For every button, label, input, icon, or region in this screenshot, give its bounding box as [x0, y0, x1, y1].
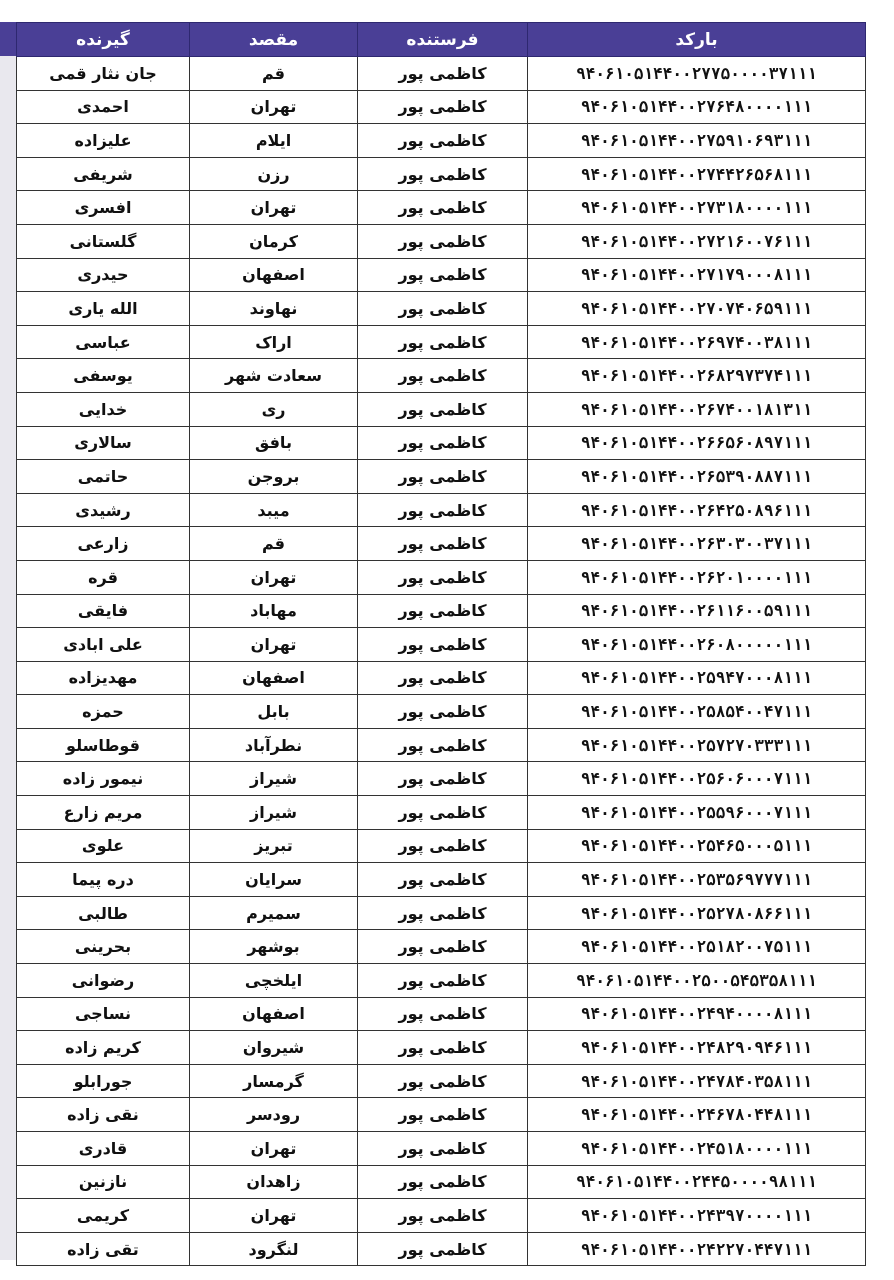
recipient-cell: گلستانی: [17, 224, 190, 258]
sender-cell: کاظمی پور: [358, 628, 528, 662]
barcode-cell: ۹۴۰۶۱۰۵۱۴۴۰۰۲۷۶۴۸۰۰۰۰۱۱۱: [528, 90, 866, 124]
destination-cell: قم: [190, 57, 358, 91]
recipient-cell: رضوانی: [17, 964, 190, 998]
table-row: [17, 325, 866, 359]
sender-cell: کاظمی پور: [358, 124, 528, 158]
destination-cell: اصفهان: [190, 997, 358, 1031]
destination-cell: تبریز: [190, 829, 358, 863]
destination-cell: زاهدان: [190, 1165, 358, 1199]
barcode-cell: ۹۴۰۶۱۰۵۱۴۴۰۰۲۵۹۴۷۰۰۰۸۱۱۱: [528, 661, 866, 695]
destination-cell: رودسر: [190, 1098, 358, 1132]
recipient-cell: حمزه: [17, 695, 190, 729]
destination-cell: اراک: [190, 325, 358, 359]
barcode-cell: ۹۴۰۶۱۰۵۱۴۴۰۰۲۴۷۸۴۰۳۵۸۱۱۱: [528, 1064, 866, 1098]
table-row: [17, 1064, 866, 1098]
recipient-cell: افسری: [17, 191, 190, 225]
recipient-cell: دره پیما: [17, 863, 190, 897]
recipient-cell: نساجی: [17, 997, 190, 1031]
left-margin-strip: [0, 22, 16, 1260]
barcode-cell: ۹۴۰۶۱۰۵۱۴۴۰۰۲۶۰۸۰۰۰۰۰۱۱۱: [528, 628, 866, 662]
destination-cell: اصفهان: [190, 661, 358, 695]
sender-cell: کاظمی پور: [358, 964, 528, 998]
barcode-cell: ۹۴۰۶۱۰۵۱۴۴۰۰۲۴۵۱۸۰۰۰۰۱۱۱: [528, 1132, 866, 1166]
table-row: [17, 258, 866, 292]
barcode-cell: ۹۴۰۶۱۰۵۱۴۴۰۰۲۴۲۲۷۰۴۴۷۱۱۱: [528, 1232, 866, 1266]
sender-cell: کاظمی پور: [358, 997, 528, 1031]
destination-cell: شیروان: [190, 1031, 358, 1065]
sender-cell: کاظمی پور: [358, 930, 528, 964]
destination-cell: سعادت شهر: [190, 359, 358, 393]
table-row: [17, 460, 866, 494]
barcode-cell: ۹۴۰۶۱۰۵۱۴۴۰۰۲۴۶۷۸۰۴۴۸۱۱۱: [528, 1098, 866, 1132]
barcode-cell: ۹۴۰۶۱۰۵۱۴۴۰۰۲۵۷۲۷۰۳۳۳۱۱۱: [528, 728, 866, 762]
recipient-cell: حاتمی: [17, 460, 190, 494]
sender-cell: کاظمی پور: [358, 325, 528, 359]
table-row: [17, 896, 866, 930]
sender-cell: کاظمی پور: [358, 460, 528, 494]
destination-cell: نهاوند: [190, 292, 358, 326]
table-row: [17, 829, 866, 863]
table-row: [17, 1098, 866, 1132]
sender-cell: کاظمی پور: [358, 829, 528, 863]
barcode-cell: ۹۴۰۶۱۰۵۱۴۴۰۰۲۵۴۶۵۰۰۰۵۱۱۱: [528, 829, 866, 863]
destination-cell: شیراز: [190, 796, 358, 830]
destination-cell: تهران: [190, 1132, 358, 1166]
sender-cell: کاظمی پور: [358, 728, 528, 762]
destination-cell: رزن: [190, 157, 358, 191]
table-row: [17, 392, 866, 426]
header-barcode: بارکد: [528, 23, 866, 57]
table-row: [17, 426, 866, 460]
barcode-cell: ۹۴۰۶۱۰۵۱۴۴۰۰۲۶۶۵۶۰۸۹۷۱۱۱: [528, 426, 866, 460]
header-sender: فرستنده: [358, 23, 528, 57]
table-row: [17, 157, 866, 191]
destination-cell: گرمسار: [190, 1064, 358, 1098]
table-row: [17, 191, 866, 225]
table-row: [17, 964, 866, 998]
recipient-cell: مریم زارع: [17, 796, 190, 830]
recipient-cell: سالاری: [17, 426, 190, 460]
barcode-cell: ۹۴۰۶۱۰۵۱۴۴۰۰۲۶۸۲۹۷۳۷۴۱۱۱: [528, 359, 866, 393]
table-row: [17, 1031, 866, 1065]
barcode-cell: ۹۴۰۶۱۰۵۱۴۴۰۰۲۴۴۵۰۰۰۰۹۸۱۱۱: [528, 1165, 866, 1199]
recipient-cell: کریمی: [17, 1199, 190, 1233]
recipient-cell: علوی: [17, 829, 190, 863]
destination-cell: مهاباد: [190, 594, 358, 628]
recipient-cell: قوطاسلو: [17, 728, 190, 762]
recipient-cell: جان نثار قمی: [17, 57, 190, 91]
barcode-cell: ۹۴۰۶۱۰۵۱۴۴۰۰۲۴۳۹۷۰۰۰۰۱۱۱: [528, 1199, 866, 1233]
destination-cell: میبد: [190, 493, 358, 527]
recipient-cell: احمدی: [17, 90, 190, 124]
table-row: [17, 997, 866, 1031]
destination-cell: بافق: [190, 426, 358, 460]
sender-cell: کاظمی پور: [358, 1098, 528, 1132]
barcode-cell: ۹۴۰۶۱۰۵۱۴۴۰۰۲۵۸۵۴۰۰۴۷۱۱۱: [528, 695, 866, 729]
table-row: [17, 762, 866, 796]
sender-cell: کاظمی پور: [358, 796, 528, 830]
barcode-cell: ۹۴۰۶۱۰۵۱۴۴۰۰۲۷۲۱۶۰۰۷۶۱۱۱: [528, 224, 866, 258]
sender-cell: کاظمی پور: [358, 863, 528, 897]
sender-cell: کاظمی پور: [358, 661, 528, 695]
recipient-cell: نیمور زاده: [17, 762, 190, 796]
recipient-cell: فایقی: [17, 594, 190, 628]
destination-cell: ایلخچی: [190, 964, 358, 998]
sender-cell: کاظمی پور: [358, 896, 528, 930]
sender-cell: کاظمی پور: [358, 493, 528, 527]
barcode-cell: ۹۴۰۶۱۰۵۱۴۴۰۰۲۵۰۰۵۴۵۳۵۸۱۱۱: [528, 964, 866, 998]
destination-cell: تهران: [190, 191, 358, 225]
destination-cell: کرمان: [190, 224, 358, 258]
table-row: [17, 359, 866, 393]
sender-cell: کاظمی پور: [358, 594, 528, 628]
table-row: [17, 863, 866, 897]
table-row: [17, 661, 866, 695]
shipment-sheet: [16, 22, 865, 1266]
sender-cell: کاظمی پور: [358, 527, 528, 561]
barcode-cell: ۹۴۰۶۱۰۵۱۴۴۰۰۲۷۰۷۴۰۶۵۹۱۱۱: [528, 292, 866, 326]
sender-cell: کاظمی پور: [358, 762, 528, 796]
table-row: [17, 224, 866, 258]
table-row: [17, 695, 866, 729]
barcode-cell: ۹۴۰۶۱۰۵۱۴۴۰۰۲۵۳۵۶۹۷۷۷۱۱۱: [528, 863, 866, 897]
destination-cell: تهران: [190, 90, 358, 124]
barcode-cell: ۹۴۰۶۱۰۵۱۴۴۰۰۲۷۳۱۸۰۰۰۰۱۱۱: [528, 191, 866, 225]
recipient-cell: شریفی: [17, 157, 190, 191]
recipient-cell: زارعی: [17, 527, 190, 561]
barcode-cell: ۹۴۰۶۱۰۵۱۴۴۰۰۲۵۱۸۲۰۰۷۵۱۱۱: [528, 930, 866, 964]
barcode-cell: ۹۴۰۶۱۰۵۱۴۴۰۰۲۶۳۰۳۰۰۳۷۱۱۱: [528, 527, 866, 561]
recipient-cell: قره: [17, 560, 190, 594]
table-header-row: [17, 23, 866, 57]
barcode-cell: ۹۴۰۶۱۰۵۱۴۴۰۰۲۷۱۷۹۰۰۰۸۱۱۱: [528, 258, 866, 292]
table-row: [17, 560, 866, 594]
table-row: [17, 1232, 866, 1266]
sender-cell: کاظمی پور: [358, 258, 528, 292]
destination-cell: لنگرود: [190, 1232, 358, 1266]
recipient-cell: طالبی: [17, 896, 190, 930]
destination-cell: ایلام: [190, 124, 358, 158]
sender-cell: کاظمی پور: [358, 1064, 528, 1098]
barcode-cell: ۹۴۰۶۱۰۵۱۴۴۰۰۲۵۲۷۸۰۸۶۶۱۱۱: [528, 896, 866, 930]
recipient-cell: حیدری: [17, 258, 190, 292]
barcode-cell: ۹۴۰۶۱۰۵۱۴۴۰۰۲۶۴۲۵۰۸۹۶۱۱۱: [528, 493, 866, 527]
table-row: [17, 90, 866, 124]
table-row: [17, 292, 866, 326]
recipient-cell: رشیدی: [17, 493, 190, 527]
table-row: [17, 493, 866, 527]
header-recipient: گیرنده: [17, 23, 190, 57]
destination-cell: نطرآباد: [190, 728, 358, 762]
recipient-cell: علی ابادی: [17, 628, 190, 662]
sender-cell: کاظمی پور: [358, 695, 528, 729]
barcode-cell: ۹۴۰۶۱۰۵۱۴۴۰۰۲۶۵۳۹۰۸۸۷۱۱۱: [528, 460, 866, 494]
barcode-cell: ۹۴۰۶۱۰۵۱۴۴۰۰۲۷۷۵۰۰۰۰۳۷۱۱۱: [528, 57, 866, 91]
sender-cell: کاظمی پور: [358, 1031, 528, 1065]
barcode-cell: ۹۴۰۶۱۰۵۱۴۴۰۰۲۷۴۴۲۶۵۶۸۱۱۱: [528, 157, 866, 191]
destination-cell: بوشهر: [190, 930, 358, 964]
destination-cell: تهران: [190, 560, 358, 594]
table-row: [17, 1199, 866, 1233]
table-row: [17, 628, 866, 662]
destination-cell: سمیرم: [190, 896, 358, 930]
recipient-cell: نازنین: [17, 1165, 190, 1199]
barcode-cell: ۹۴۰۶۱۰۵۱۴۴۰۰۲۴۸۲۹۰۹۴۶۱۱۱: [528, 1031, 866, 1065]
recipient-cell: تقی زاده: [17, 1232, 190, 1266]
table-row: [17, 930, 866, 964]
destination-cell: اصفهان: [190, 258, 358, 292]
sender-cell: کاظمی پور: [358, 57, 528, 91]
barcode-cell: ۹۴۰۶۱۰۵۱۴۴۰۰۲۵۶۰۶۰۰۰۷۱۱۱: [528, 762, 866, 796]
barcode-cell: ۹۴۰۶۱۰۵۱۴۴۰۰۲۶۲۰۱۰۰۰۰۱۱۱: [528, 560, 866, 594]
table-row: [17, 796, 866, 830]
recipient-cell: مهدیزاده: [17, 661, 190, 695]
recipient-cell: یوسفی: [17, 359, 190, 393]
sender-cell: کاظمی پور: [358, 1232, 528, 1266]
recipient-cell: نقی زاده: [17, 1098, 190, 1132]
barcode-cell: ۹۴۰۶۱۰۵۱۴۴۰۰۲۷۵۹۱۰۶۹۳۱۱۱: [528, 124, 866, 158]
barcode-cell: ۹۴۰۶۱۰۵۱۴۴۰۰۲۶۱۱۶۰۰۵۹۱۱۱: [528, 594, 866, 628]
sender-cell: کاظمی پور: [358, 191, 528, 225]
recipient-cell: عباسی: [17, 325, 190, 359]
table-row: [17, 1132, 866, 1166]
table-row: [17, 124, 866, 158]
sender-cell: کاظمی پور: [358, 1132, 528, 1166]
left-header-strip: [0, 22, 16, 56]
sender-cell: کاظمی پور: [358, 292, 528, 326]
shipment-table: [16, 22, 866, 1266]
sender-cell: کاظمی پور: [358, 224, 528, 258]
sender-cell: کاظمی پور: [358, 157, 528, 191]
recipient-cell: علیزاده: [17, 124, 190, 158]
table-row: [17, 57, 866, 91]
recipient-cell: الله یاری: [17, 292, 190, 326]
sender-cell: کاظمی پور: [358, 90, 528, 124]
sender-cell: کاظمی پور: [358, 1165, 528, 1199]
sender-cell: کاظمی پور: [358, 426, 528, 460]
table-row: [17, 594, 866, 628]
sender-cell: کاظمی پور: [358, 359, 528, 393]
barcode-cell: ۹۴۰۶۱۰۵۱۴۴۰۰۲۵۵۹۶۰۰۰۷۱۱۱: [528, 796, 866, 830]
destination-cell: تهران: [190, 1199, 358, 1233]
recipient-cell: خدایی: [17, 392, 190, 426]
barcode-cell: ۹۴۰۶۱۰۵۱۴۴۰۰۲۴۹۴۰۰۰۰۸۱۱۱: [528, 997, 866, 1031]
destination-cell: شیراز: [190, 762, 358, 796]
sender-cell: کاظمی پور: [358, 1199, 528, 1233]
destination-cell: سرایان: [190, 863, 358, 897]
recipient-cell: قادری: [17, 1132, 190, 1166]
destination-cell: تهران: [190, 628, 358, 662]
header-destination: مقصد: [190, 23, 358, 57]
destination-cell: قم: [190, 527, 358, 561]
recipient-cell: بحرینی: [17, 930, 190, 964]
destination-cell: بروجن: [190, 460, 358, 494]
destination-cell: بابل: [190, 695, 358, 729]
table-row: [17, 527, 866, 561]
recipient-cell: کریم زاده: [17, 1031, 190, 1065]
sender-cell: کاظمی پور: [358, 392, 528, 426]
table-row: [17, 1165, 866, 1199]
table-row: [17, 728, 866, 762]
barcode-cell: ۹۴۰۶۱۰۵۱۴۴۰۰۲۶۷۴۰۰۱۸۱۳۱۱: [528, 392, 866, 426]
barcode-cell: ۹۴۰۶۱۰۵۱۴۴۰۰۲۶۹۷۴۰۰۳۸۱۱۱: [528, 325, 866, 359]
destination-cell: ری: [190, 392, 358, 426]
recipient-cell: جورابلو: [17, 1064, 190, 1098]
sender-cell: کاظمی پور: [358, 560, 528, 594]
